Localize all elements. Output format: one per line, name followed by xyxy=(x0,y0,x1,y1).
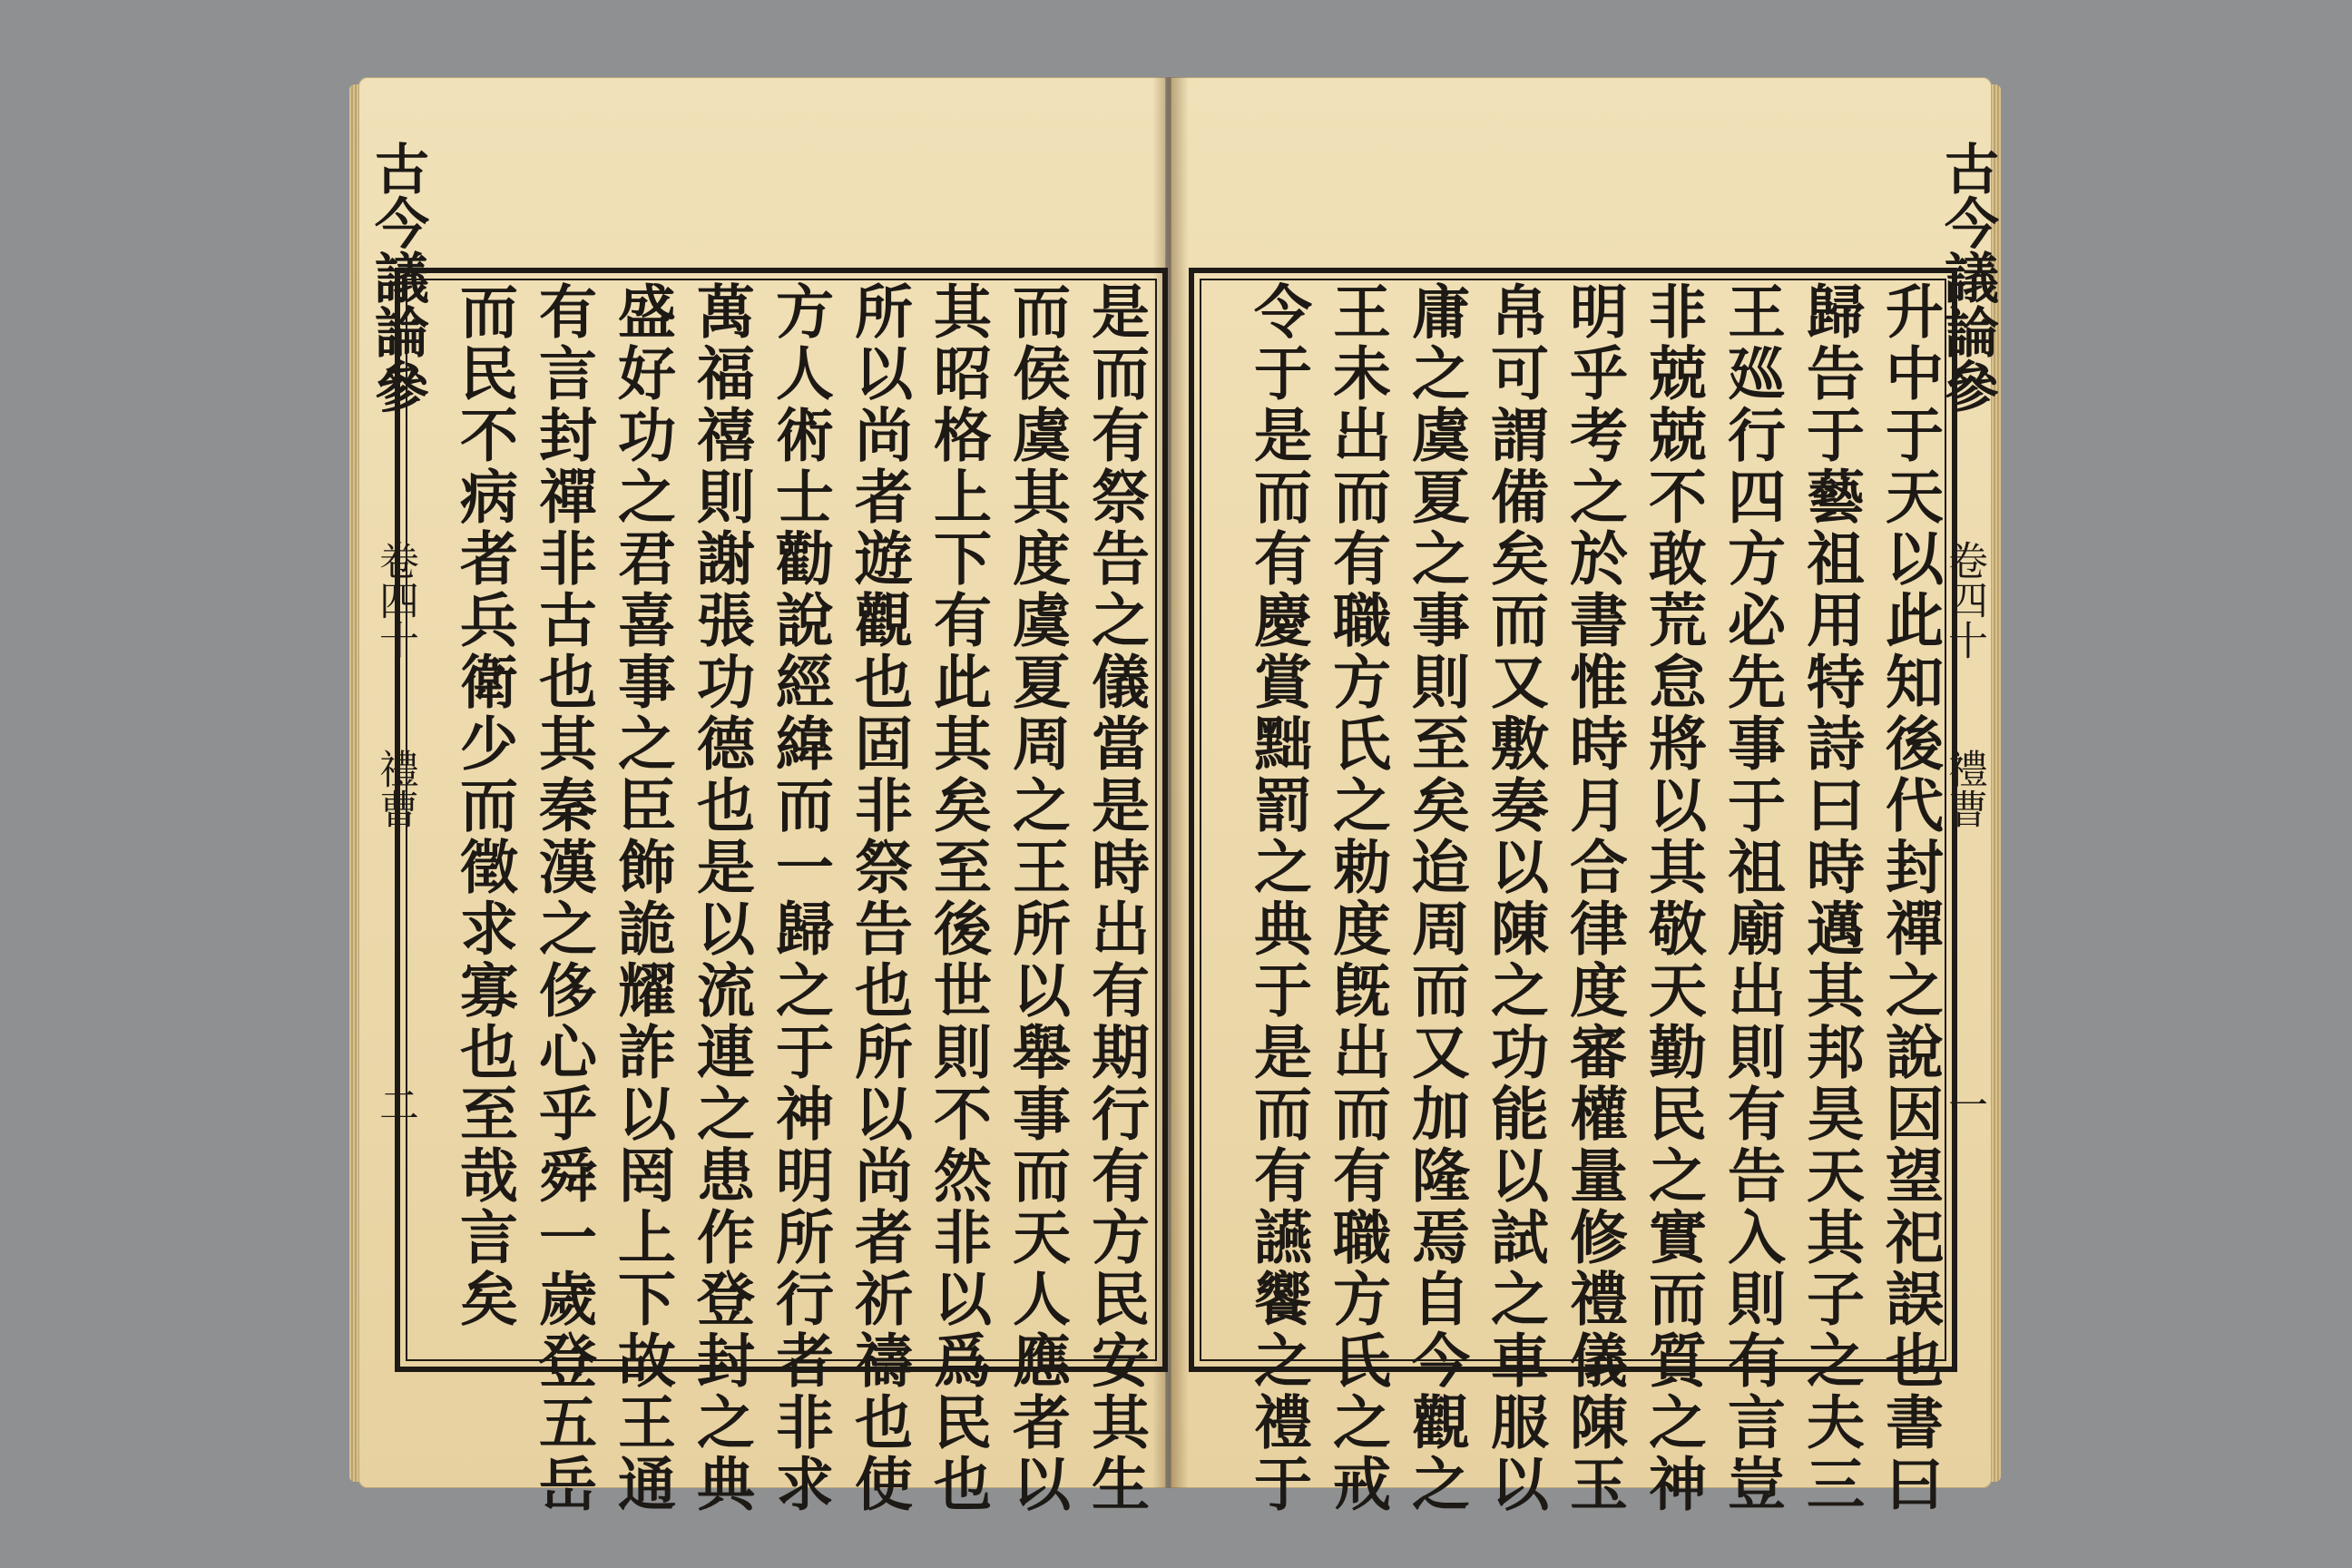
left-column-4: 所以尚者遊觀也固非祭告也所以尚者祈禱也使 xyxy=(845,281,913,1515)
left-column-6: 萬福禧則謝張功德也是以流連之患作登封之典 xyxy=(687,281,755,1515)
right-column-4: 非兢兢不敢荒怠將以其敬天勤民之實而質之神 xyxy=(1639,281,1707,1515)
left-margin-volume: 卷四十 xyxy=(372,540,418,660)
right-margin-section: 禮曹 xyxy=(1941,749,1987,828)
left-margin-section: 禮曹 xyxy=(372,749,418,828)
left-column-8: 有言封禪非古也其秦漢之侈心乎舜一歲登五岳 xyxy=(529,281,597,1515)
left-column-2: 而侯虞其度虞夏周之王所以舉事而天人應者以 xyxy=(1003,281,1071,1515)
right-column-6: 帛可謂備矣而又敷奏以陳之功能以試之車服以 xyxy=(1481,281,1549,1515)
left-column-9: 而民不病者兵衛少而徵求寡也至哉言矣 xyxy=(450,281,518,1330)
left-column-7: 盛好功之君喜事之臣飾詭耀詐以罔上下故王通 xyxy=(608,281,676,1515)
left-column-5: 方人術士勸說經緯而一歸之于神明所行者非求 xyxy=(766,281,834,1515)
right-column-1: 升中于天以此知後代封禪之說因望祀誤也書曰 xyxy=(1876,281,1944,1515)
right-column-8: 王未出而有職方氏之勅度旣出而有職方氏之戒 xyxy=(1323,281,1391,1515)
right-column-5: 明乎考之於書惟時月合律度審權量修禮儀陳玉 xyxy=(1560,281,1628,1515)
left-column-1: 是而有祭告之儀當是時出有期行有方民安其生 xyxy=(1082,281,1150,1515)
right-column-3: 王廵行四方必先事于祖廟出則有告入則有言豈 xyxy=(1718,281,1786,1515)
open-book xyxy=(358,77,1999,1515)
left-folio: 二 xyxy=(372,1084,418,1124)
right-column-7: 庸之虞夏之事則至矣迨周而又加隆焉自今觀之 xyxy=(1402,281,1470,1515)
right-folio: 一 xyxy=(1941,1084,1987,1124)
right-column-9: 令于是而有慶賞黜罰之典于是而有讌饗之禮于 xyxy=(1244,281,1312,1515)
left-column-3: 其昭格上下有此其矣至後世則不然非以爲民也 xyxy=(924,281,992,1515)
right-column-2: 歸告于藝祖用特詩曰時邁其邦昊天其子之夫三 xyxy=(1797,281,1865,1515)
left-margin-title: 古今議論參 xyxy=(366,141,429,413)
right-margin-volume: 卷四十 xyxy=(1941,540,1987,660)
right-margin-title: 古今議論參 xyxy=(1936,141,1999,413)
